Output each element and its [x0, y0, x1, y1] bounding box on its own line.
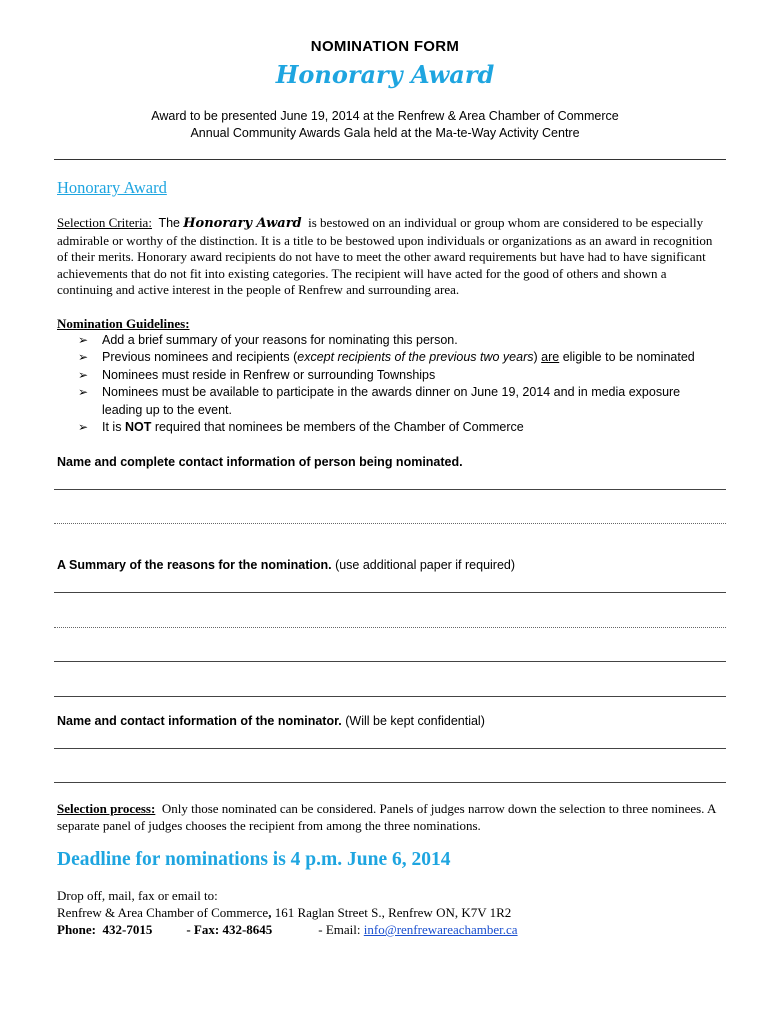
list-item: ➢ Add a brief summary of your reasons for nominating this person.: [78, 332, 718, 349]
criteria-label: Selection Criteria:: [57, 215, 152, 230]
contact-address: Renfrew & Area Chamber of Commerce, 161 Raglan Street S., Renfrew ON, K7V 1R2: [57, 905, 512, 920]
summary-line-4[interactable]: [54, 696, 726, 697]
form-title: NOMINATION FORM: [310, 38, 460, 55]
nominator-label: Name and contact information of the nominator. (Will be kept confidential): [57, 714, 485, 728]
criteria-award-name: Honorary Award: [183, 216, 302, 231]
guidelines-list: [78, 332, 718, 436]
selection-criteria: Selection Criteria: The Honorary Award is bestowed on an individual or group whom are considered to be especially admirable or worthy of the distinction. It is a title to be bestowed upon individuals or organizations as an award in recognition of their merits. Honorary award recipients do not have to meet the other award requirements but have had to have significant achievements that do not fit into existing categories. The recipient will have acted for the good of others and shown a continuing and active interest in the people of Renfrew and surrounding area.: [57, 215, 713, 297]
guidelines-heading: Nomination Guidelines:: [57, 316, 190, 331]
nominee-label: Name and complete contact information of person being nominated.: [57, 455, 463, 469]
summary-line-3[interactable]: [54, 661, 726, 662]
deadline-heading: Deadline for nominations is 4 p.m. June 6, 2014: [57, 849, 451, 870]
process-text: Only those nominated can be considered. Panels of judges narrow down the selection to three nominees. A separate panel of judges chooses the recipient from among the three nominations.: [57, 801, 716, 833]
summary-label: A Summary of the reasons for the nomination. (use additional paper if required): [57, 558, 516, 572]
section-heading: Honorary Award: [57, 178, 167, 197]
criteria-text: is bestowed on an individual or group whom are considered to be especially admirable or worthy of the distinction. It is a title to be bestowed upon individuals or organizations as an award in recognition of their merits. Honorary award recipients do not have to meet the other award requirements but have had to have significant achievements that do not fit into existing categories. The recipient will have acted for the good of others and shown a continuing and active interest in the people of Renfrew and surrounding area.: [57, 215, 713, 297]
intro-text: [0, 108, 770, 142]
nominator-line-2[interactable]: [54, 782, 726, 783]
nominee-line-1[interactable]: [54, 489, 726, 490]
award-title: Honorary Award: [275, 60, 495, 89]
list-item: ➢ Previous nominees and recipients (except recipients of the previous two years) are eligible to be nominated: [78, 349, 718, 366]
nominator-line-1[interactable]: [54, 748, 726, 749]
contact-phone-line: Phone: 432-7015 - Fax: 432-8645 - Email: info@renfrewareachamber.ca: [57, 922, 518, 937]
arrow-bullet-icon: ➢: [78, 350, 89, 365]
contact-intro: Drop off, mail, fax or email to:: [57, 888, 218, 903]
email-link[interactable]: info@renfrewareachamber.ca: [363, 922, 518, 937]
process-label: Selection process:: [57, 801, 156, 816]
contact-block: [57, 887, 518, 938]
nominee-line-2[interactable]: [54, 523, 726, 524]
intro-line-1: Award to be presented June 19, 2014 at the Renfrew & Area Chamber of Commerce: [151, 109, 619, 123]
arrow-bullet-icon: ➢: [78, 367, 89, 382]
selection-process: [57, 800, 717, 834]
arrow-bullet-icon: ➢: [78, 333, 89, 347]
arrow-bullet-icon: ➢: [78, 385, 89, 400]
header-divider: [54, 159, 726, 160]
list-item: ➢ Nominees must reside in Renfrew or surrounding Townships: [78, 367, 718, 384]
summary-line-1[interactable]: [54, 592, 726, 593]
intro-line-2: Annual Community Awards Gala held at the Ma-te-Way Activity Centre: [190, 126, 580, 140]
list-item: ➢ It is NOT required that nominees be members of the Chamber of Commerce: [78, 419, 718, 436]
arrow-bullet-icon: ➢: [78, 420, 89, 435]
list-item: ➢ Nominees must be available to participate in the awards dinner on June 19, 2014 and in media exposure leading up to the event.: [78, 385, 681, 417]
summary-line-2[interactable]: [54, 627, 726, 628]
